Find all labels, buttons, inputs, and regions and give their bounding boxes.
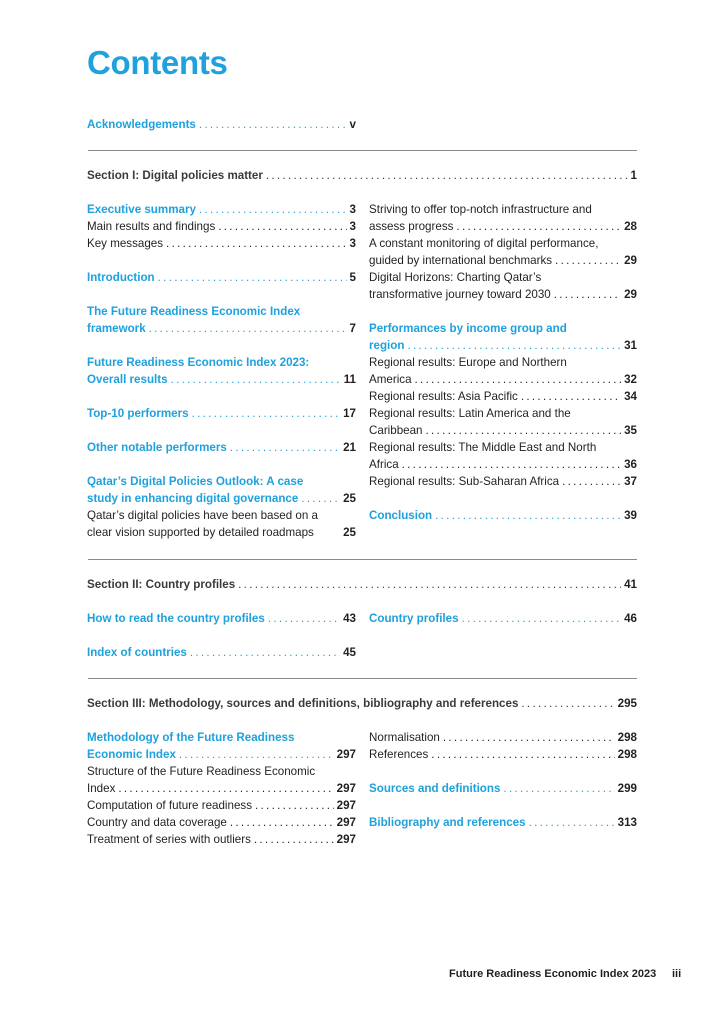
toc-entry-key-messages[interactable] xyxy=(87,235,356,252)
toc-entry-label: Top-10 performers xyxy=(87,407,189,420)
toc-entry-coverage[interactable] xyxy=(87,814,356,831)
toc-entry-label: study in enhancing digital governance xyxy=(87,492,299,505)
divider xyxy=(88,678,637,679)
toc-entry-label: Conclusion xyxy=(369,509,433,522)
dot-leader xyxy=(456,218,621,235)
toc-entry-infra-line1[interactable]: Striving to offer top-notch infrastructure and xyxy=(369,203,592,216)
toc-page-number: 299 xyxy=(617,782,637,795)
toc-entry-label: Overall results xyxy=(87,373,168,386)
toc-entry-overall-results[interactable] xyxy=(87,371,356,388)
toc-entry-latin-america[interactable] xyxy=(369,422,637,439)
toc-page-number: 28 xyxy=(624,220,637,233)
toc-entry-bibliography[interactable] xyxy=(369,814,637,831)
toc-entry-label: Key messages xyxy=(87,237,164,250)
toc-entry-label: Treatment of series with outliers xyxy=(87,833,251,846)
toc-page-number: 7 xyxy=(349,322,356,335)
toc-page-number: 43 xyxy=(343,612,356,625)
divider xyxy=(88,150,637,151)
toc-entry-structure-line1[interactable]: Structure of the Future Readiness Economic xyxy=(87,765,316,778)
toc-page-number: 297 xyxy=(336,748,356,761)
dot-leader xyxy=(407,337,621,354)
toc-entry-sources[interactable] xyxy=(369,780,637,797)
toc-entry-other-notable[interactable] xyxy=(87,439,356,456)
toc-section-3[interactable] xyxy=(87,695,637,712)
toc-entry-outliers[interactable] xyxy=(87,831,356,848)
dot-leader xyxy=(149,320,347,337)
toc-page-number: 45 xyxy=(343,646,356,659)
toc-entry-monitoring[interactable] xyxy=(369,252,637,269)
toc-entry-top10[interactable] xyxy=(87,405,356,422)
dot-leader xyxy=(435,507,621,524)
toc-entry-middle-east[interactable] xyxy=(369,456,637,473)
toc-page-number: 39 xyxy=(624,509,637,522)
toc-entry-label: assess progress xyxy=(369,220,454,233)
dot-leader xyxy=(255,797,334,814)
dot-leader xyxy=(555,252,621,269)
dot-leader xyxy=(158,269,347,286)
toc-entry-qatar-line1[interactable]: Qatar’s Digital Policies Outlook: A case xyxy=(87,475,304,488)
dot-leader xyxy=(171,371,341,388)
toc-entry-label: Introduction xyxy=(87,271,155,284)
toc-page-number: 3 xyxy=(349,237,356,250)
toc-entry-label: Executive summary xyxy=(87,203,196,216)
toc-entry-method-line1[interactable]: Methodology of the Future Readiness xyxy=(87,731,295,744)
toc-entry-label: Country and data coverage xyxy=(87,816,227,829)
toc-entry-country-profiles[interactable] xyxy=(369,610,637,627)
toc-entry-label: guided by international benchmarks xyxy=(369,254,553,267)
toc-entry-label: Computation of future readiness xyxy=(87,799,252,812)
toc-entry-qatar-sub-line1[interactable]: Qatar’s digital policies have been based on a xyxy=(87,509,318,522)
toc-entry-infrastructure[interactable] xyxy=(369,218,637,235)
toc-entry-label: framework xyxy=(87,322,146,335)
toc-entry-label: Regional results: Asia Pacific xyxy=(369,390,518,403)
toc-entry-label: Section II: Country profiles xyxy=(87,578,236,591)
dot-leader xyxy=(443,729,615,746)
toc-entry-label: Economic Index xyxy=(87,748,176,761)
toc-entry-latam-line1[interactable]: Regional results: Latin America and the xyxy=(369,407,571,420)
toc-entry-mena-line1[interactable]: Regional results: The Middle East and North xyxy=(369,441,597,454)
dot-leader xyxy=(199,116,347,133)
toc-entry-label: clear vision supported by detailed roadmaps xyxy=(87,526,314,539)
toc-page-number: 36 xyxy=(624,458,637,471)
toc-page-number: 17 xyxy=(343,407,356,420)
toc-page-number: 41 xyxy=(624,578,637,591)
toc-page-number: 35 xyxy=(624,424,637,437)
toc-section-1[interactable] xyxy=(87,167,637,184)
toc-entry-label: How to read the country profiles xyxy=(87,612,265,625)
dot-leader xyxy=(192,405,341,422)
toc-entry-references[interactable] xyxy=(369,746,637,763)
toc-entry-label: Acknowledgements xyxy=(87,118,196,131)
toc-entry-label: Main results and findings xyxy=(87,220,216,233)
toc-entry-label: transformative journey toward 2030 xyxy=(369,288,551,301)
toc-entry-europe-line1[interactable]: Regional results: Europe and Northern xyxy=(369,356,567,369)
toc-entry-label: Caribbean xyxy=(369,424,423,437)
divider xyxy=(88,559,637,560)
dot-leader xyxy=(230,814,334,831)
toc-entry-label: References xyxy=(369,748,429,761)
toc-entry-normalisation[interactable] xyxy=(369,729,637,746)
toc-entry-overall-line1[interactable]: Future Readiness Economic Index 2023: xyxy=(87,356,310,369)
toc-page-number: 313 xyxy=(617,816,637,829)
dot-leader xyxy=(301,490,340,507)
toc-page-number: 1 xyxy=(630,169,637,182)
dot-leader xyxy=(426,422,622,439)
toc-page-number: 21 xyxy=(343,441,356,454)
dot-leader xyxy=(179,746,334,763)
dot-leader xyxy=(462,610,622,627)
toc-page-number: 295 xyxy=(617,697,637,710)
toc-entry-monitor-line1[interactable]: A constant monitoring of digital performance, xyxy=(369,237,599,250)
toc-page-number: 29 xyxy=(624,254,637,267)
toc-entry-introduction[interactable] xyxy=(87,269,356,286)
dot-leader xyxy=(268,610,340,627)
toc-entry-label: region xyxy=(369,339,405,352)
dot-leader xyxy=(554,286,621,303)
dot-leader xyxy=(402,456,621,473)
toc-page-number: 297 xyxy=(336,799,356,812)
toc-page-number: 32 xyxy=(624,373,637,386)
toc-entry-asia-pacific[interactable] xyxy=(369,388,637,405)
toc-page-number: 297 xyxy=(336,816,356,829)
dot-leader xyxy=(415,371,622,388)
toc-entry-qatar-roadmaps[interactable] xyxy=(87,524,356,541)
dot-leader xyxy=(529,814,615,831)
toc-page-number: 37 xyxy=(624,475,637,488)
toc-page-number: 298 xyxy=(617,731,637,744)
toc-entry-label: Country profiles xyxy=(369,612,459,625)
dot-leader xyxy=(230,439,340,456)
toc-entry-main-results[interactable] xyxy=(87,218,356,235)
dot-leader xyxy=(166,235,347,252)
toc-entry-label: Section I: Digital policies matter xyxy=(87,169,263,182)
toc-entry-label: Sources and definitions xyxy=(369,782,501,795)
toc-entry-framework-line1[interactable]: The Future Readiness Economic Index xyxy=(87,305,301,318)
toc-entry-sub-saharan[interactable] xyxy=(369,473,637,490)
toc-entry-label: Index of countries xyxy=(87,646,187,659)
toc-entry-structure[interactable] xyxy=(87,780,356,797)
toc-page-number: 298 xyxy=(617,748,637,761)
dot-leader xyxy=(562,473,621,490)
toc-entry-framework[interactable] xyxy=(87,320,356,337)
dot-leader xyxy=(118,780,333,797)
toc-page-number: 34 xyxy=(624,390,637,403)
toc-entry-perf-line1[interactable]: Performances by income group and xyxy=(369,322,567,335)
toc-page-number: 3 xyxy=(349,203,356,216)
dot-leader xyxy=(218,218,346,235)
dot-leader xyxy=(199,201,347,218)
toc-entry-acknowledgements[interactable] xyxy=(87,116,356,133)
page-title: Contents xyxy=(87,44,228,81)
toc-entry-label: America xyxy=(369,373,412,386)
footer-title: Future Readiness Economic Index 2023 xyxy=(449,968,657,980)
toc-entry-europe[interactable] xyxy=(369,371,637,388)
toc-entry-methodology[interactable] xyxy=(87,746,356,763)
toc-page-number: 297 xyxy=(336,782,356,795)
dot-leader xyxy=(503,780,614,797)
toc-entry-performances[interactable] xyxy=(369,337,637,354)
toc-entry-index-of-countries[interactable] xyxy=(87,644,356,661)
toc-page-number: 31 xyxy=(624,339,637,352)
dot-leader xyxy=(521,695,614,712)
dot-leader xyxy=(431,746,614,763)
toc-entry-label: Index xyxy=(87,782,116,795)
toc-page-number: 25 xyxy=(343,526,356,539)
toc-page-number: 3 xyxy=(349,220,356,233)
dot-leader xyxy=(190,644,340,661)
toc-entry-label: Section III: Methodology, sources and definitions, bibliography and references xyxy=(87,697,519,710)
toc-page-number: 29 xyxy=(624,288,637,301)
toc-entry-conclusion[interactable] xyxy=(369,507,637,524)
dot-leader xyxy=(521,388,621,405)
toc-section-2[interactable] xyxy=(87,576,637,593)
toc-entry-qatar-case-study[interactable] xyxy=(87,490,356,507)
toc-page-number: 46 xyxy=(624,612,637,625)
toc-entry-digital-horizons[interactable] xyxy=(369,286,637,303)
toc-page-number: v xyxy=(349,118,356,131)
toc-entry-label: Other notable performers xyxy=(87,441,227,454)
dot-leader xyxy=(254,831,334,848)
toc-page-number: 5 xyxy=(349,271,356,284)
toc-entry-executive-summary[interactable] xyxy=(87,201,356,218)
toc-entry-label: Regional results: Sub-Saharan Africa xyxy=(369,475,560,488)
toc-entry-label: Africa xyxy=(369,458,399,471)
toc-page-number: 11 xyxy=(343,373,356,386)
toc-entry-how-to-read[interactable] xyxy=(87,610,356,627)
toc-page-number: 25 xyxy=(343,492,356,505)
toc-entry-label: Normalisation xyxy=(369,731,440,744)
toc-entry-computation[interactable] xyxy=(87,797,356,814)
page-number: iii xyxy=(672,968,682,980)
dot-leader xyxy=(238,576,621,593)
dot-leader xyxy=(266,167,628,184)
toc-entry-label: Bibliography and references xyxy=(369,816,526,829)
toc-page-number: 297 xyxy=(336,833,356,846)
toc-entry-horizons-line1[interactable]: Digital Horizons: Charting Qatar’s xyxy=(369,271,542,284)
